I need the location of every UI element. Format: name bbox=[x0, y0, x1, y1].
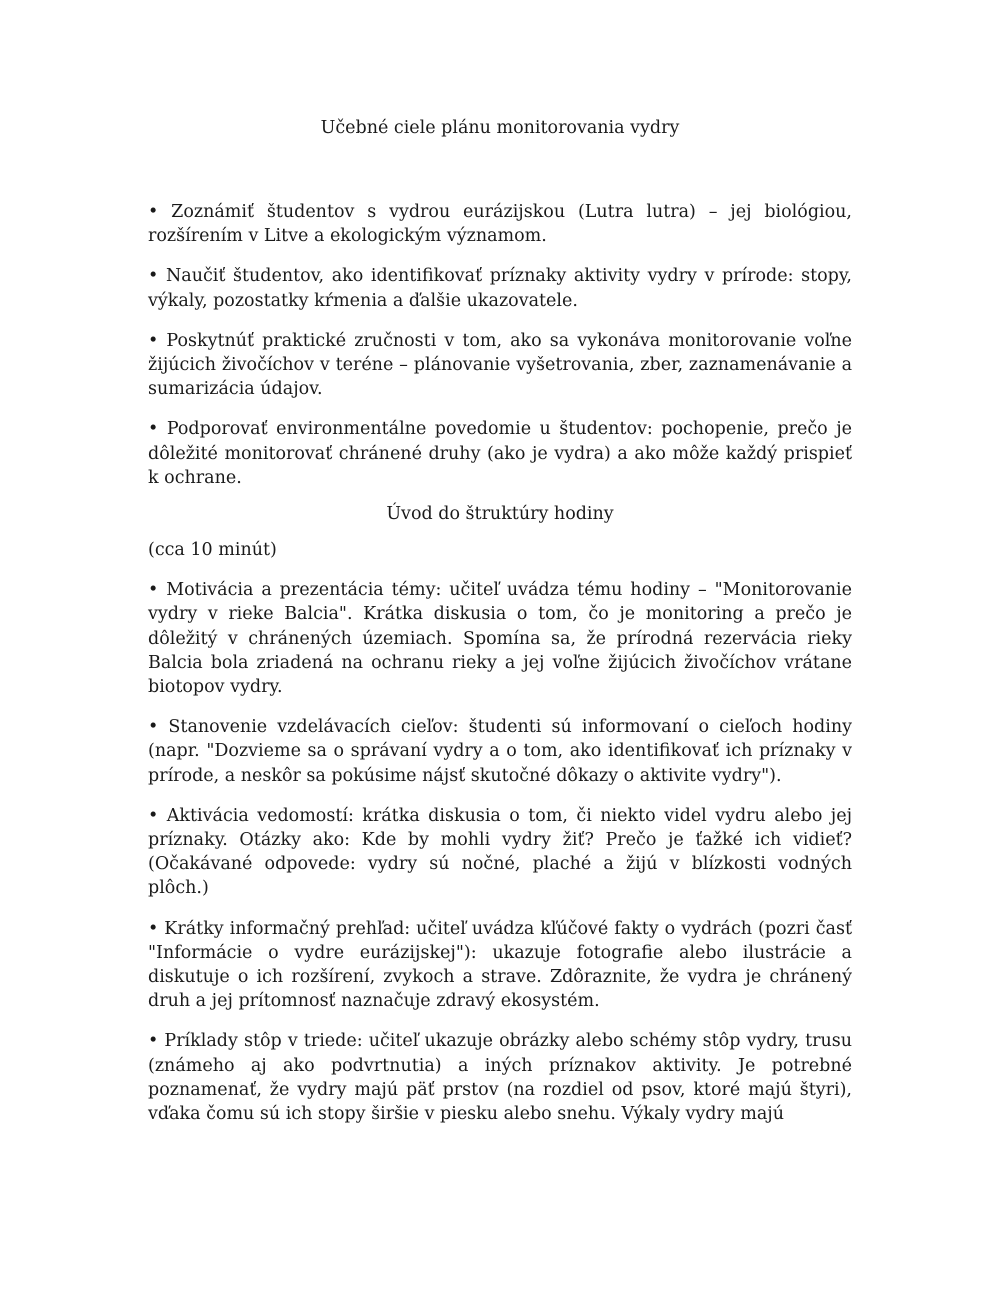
objective-4: • Podporovať environmentálne povedomie u študentov: pochopenie, prečo je dôležité monitorovať chránené druhy (ako je vydra) a ako môže každý prispieť k ochrane. bbox=[148, 419, 852, 488]
objective-2: • Naučiť študentov, ako identifikovať príznaky aktivity vydry v prírode: stopy, výkaly, pozostatky kŕmenia a ďalšie ukazovatele. bbox=[148, 266, 852, 311]
document-page bbox=[148, 116, 852, 1142]
lesson-step-4: • Krátky informačný prehľad: učiteľ uvádza kľúčové fakty o vydrách (pozri časť "Informácie o vydre eurázijskej"): ukazuje fotografie alebo ilustrácie a diskutuje o ich rozšírení, zvykoch a strave. Zdôraznite, že vydra je chránený druh a jej prítomnosť naznačuje zdravý ekosystém. bbox=[148, 918, 852, 1012]
objective-1: • Zoznámiť študentov s vydrou eurázijskou (Lutra lutra) – jej biológiou, rozšírením v Litve a ekologickým významom. bbox=[148, 202, 852, 247]
lesson-step-2: • Stanovenie vzdelávacích cieľov: študenti sú informovaní o cieľoch hodiny (napr. "Dozvieme sa o správaní vydry a o tom, ako identifikovať ich príznaky v prírode, a neskôr sa pokúsime nájsť skutočné dôkazy o aktivite vydry"). bbox=[148, 717, 852, 786]
lesson-step-5: • Príklady stôp v triede: učiteľ ukazuje obrázky alebo schémy stôp vydry, trusu (známeho aj ako podvrtnutia) a iných príznakov aktivity. Je potrebné poznamenať, že vydry majú päť prstov (na rozdiel od psov, ktoré majú štyri), vďaka čomu sú ich stopy širšie v piesku alebo snehu. Výkaly vydry majú bbox=[148, 1031, 852, 1125]
duration-note: (cca 10 minút) bbox=[148, 540, 277, 561]
lesson-step-1: • Motivácia a prezentácia témy: učiteľ uvádza tému hodiny – "Monitorovanie vydry v rieke Balcia". Krátka diskusia o tom, čo je monitoring a prečo je dôležitý v chránených územiach. Spomína sa, že prírodná rezervácia rieky Balcia bola zriadená na ochranu rieky a jej voľne žijúcich živočíchov vrátane biotopov vydry. bbox=[148, 580, 852, 698]
document-title: Učebné ciele plánu monitorovania vydry bbox=[320, 118, 680, 138]
objective-3: • Poskytnúť praktické zručnosti v tom, ako sa vykonáva monitorovanie voľne žijúcich živočíchov v teréne – plánovanie vyšetrovania, zber, zaznamenávanie a sumarizácia údajov. bbox=[148, 330, 852, 400]
lesson-step-3: • Aktivácia vedomostí: krátka diskusia o tom, či niekto videl vydru alebo jej príznaky. Otázky ako: Kde by mohli vydry žiť? Prečo je ťažké ich vidieť? (Očakávané odpovede: vydry sú nočné, plaché a žijú v blízkosti vodných plôch.) bbox=[148, 805, 852, 899]
section-heading: Úvod do štruktúry hodiny bbox=[386, 504, 614, 525]
